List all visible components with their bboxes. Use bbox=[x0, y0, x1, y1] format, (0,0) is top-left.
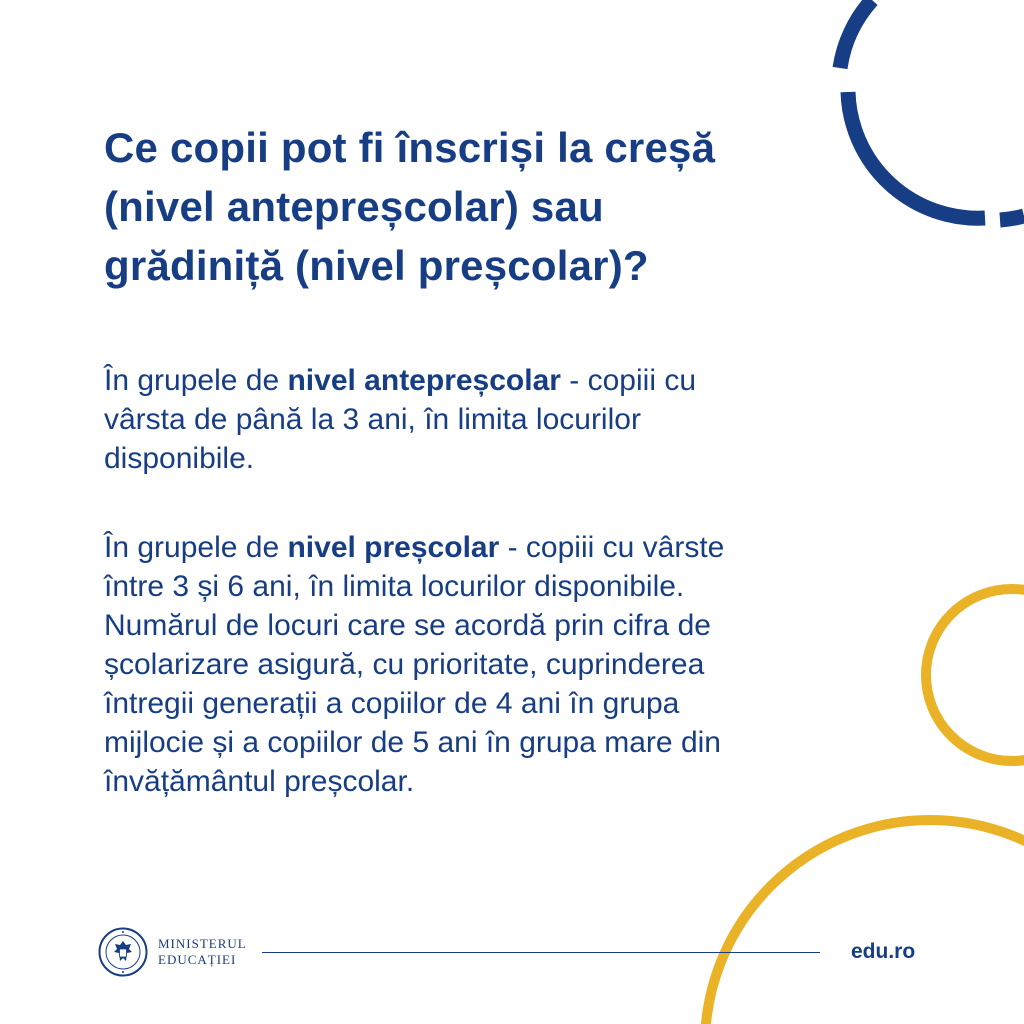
footer-divider bbox=[262, 952, 820, 953]
romanian-government-seal-icon bbox=[98, 927, 148, 977]
title-line-1: Ce copii pot fi înscriși la creșă bbox=[104, 124, 716, 171]
ministry-name-line-1: MINISTERUL bbox=[158, 936, 247, 951]
blue-arc-bottom bbox=[848, 92, 985, 218]
paragraph-line: disponibile. bbox=[104, 442, 255, 475]
paragraph-line: întregii generații a copiilor de 4 ani în grupa bbox=[104, 687, 680, 720]
paragraph-line: În grupele de nivel preșcolar - copiii cu vârste bbox=[104, 531, 725, 564]
paragraph-line: Numărul de locuri care se acordă prin cifra de bbox=[104, 609, 711, 642]
bold-term: nivel antepreșcolar bbox=[287, 364, 561, 397]
paragraph-line: între 3 și 6 ani, în limita locurilor disponibile. bbox=[104, 570, 685, 603]
yellow-ring-middle bbox=[926, 589, 1024, 761]
ministry-logo bbox=[98, 926, 247, 978]
paragraph-line: școlarizare asigură, cu prioritate, cuprinderea bbox=[104, 648, 705, 681]
paragraph-line: În grupele de nivel antepreșcolar - copiii cu bbox=[104, 364, 696, 397]
paragraph-antepreschool bbox=[104, 361, 904, 478]
title-line-3: grădiniță (nivel preșcolar)? bbox=[104, 242, 649, 289]
page-title bbox=[104, 118, 824, 295]
paragraph-line: învățământul preșcolar. bbox=[104, 765, 415, 798]
bold-term: nivel preșcolar bbox=[287, 531, 500, 564]
paragraph-preschool bbox=[104, 528, 904, 801]
blue-arc-top bbox=[840, 0, 872, 68]
ministry-name bbox=[158, 936, 247, 968]
blue-arc-end bbox=[1000, 216, 1024, 220]
yellow-ring-large bbox=[705, 820, 1024, 1024]
title-line-2: (nivel antepreșcolar) sau bbox=[104, 183, 604, 230]
paragraph-line: mijlocie și a copiilor de 5 ani în grupa mare din bbox=[104, 726, 721, 759]
ministry-name-line-2: EDUCAȚIEI bbox=[158, 952, 237, 967]
website-url: edu.ro bbox=[851, 940, 916, 963]
paragraph-line: vârsta de până la 3 ani, în limita locurilor bbox=[104, 403, 641, 436]
